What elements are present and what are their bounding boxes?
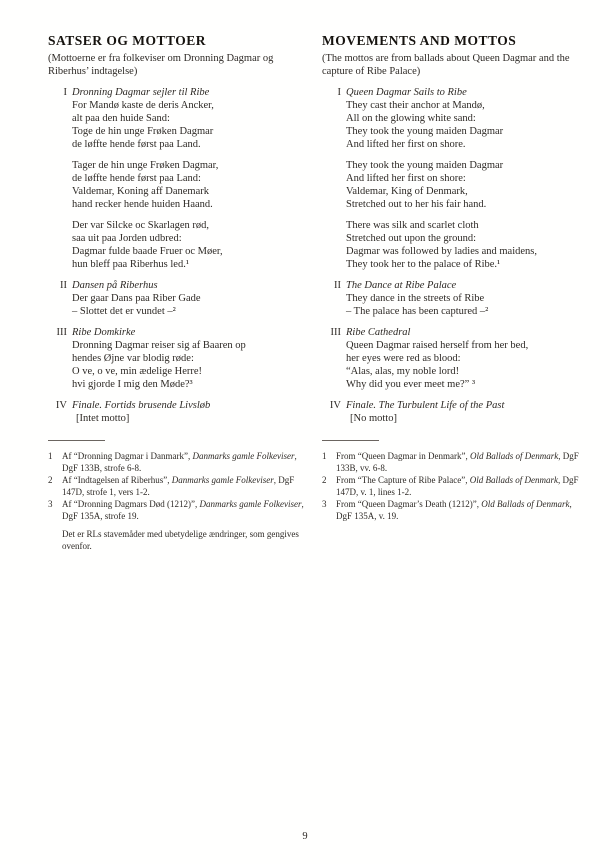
- motto-section: [322, 279, 584, 318]
- section-title: Queen Dagmar Sails to Ribe: [346, 87, 467, 98]
- motto-section: [48, 326, 310, 391]
- section-body: [72, 279, 310, 318]
- footnote-text: From “Queen Dagmar in Denmark”, Old Ballads of Denmark, DgF 133B, vv. 6-8.: [336, 451, 579, 473]
- column-english: [322, 33, 584, 552]
- footnote-number: 1: [322, 451, 327, 461]
- footnote: [48, 498, 310, 522]
- footnote-text: Af “Dronning Dagmar i Danmark”, Danmarks gamle Folkeviser, DgF 133B, strofe 6-8.: [62, 451, 297, 473]
- section-numeral: I: [63, 87, 67, 98]
- motto-note: [Intet motto]: [76, 413, 130, 424]
- section-body: [72, 399, 310, 425]
- motto-section: [322, 86, 584, 271]
- sections-danish: [48, 86, 310, 425]
- footnote-number: 3: [322, 499, 327, 509]
- section-numeral: II: [334, 280, 341, 291]
- stanza: Queen Dagmar raised herself from her bed, her eyes were red as blood: “Alas, alas, my noble lord! Why did you ever meet me?” ³: [346, 340, 529, 390]
- stanza: They cast their anchor at Mandø, All on the glowing white sand: They took the young maiden Dagmar And lifted her first on shore.: [346, 100, 504, 150]
- section-body: [346, 399, 584, 425]
- footnotes-danish: [48, 450, 310, 522]
- section-title: The Dance at Ribe Palace: [346, 280, 457, 291]
- motto-note: [No motto]: [350, 413, 397, 424]
- section-body: [72, 86, 310, 271]
- section-title: Dansen på Riberhus: [72, 280, 158, 291]
- stanza: Tager de hin unge Frøken Dagmar, de løffte hende først paa Land: Valdemar, Koning aff Danemark hand recker hende huiden Haand.: [72, 160, 219, 210]
- section-title: Dronning Dagmar sejler til Ribe: [72, 87, 210, 98]
- stanza: Der var Silcke oc Skarlagen rød, saa uit paa Jorden udbred: Dagmar fulde baade Fruer oc Møer, hun bleff paa Riberhus led.¹: [72, 220, 223, 270]
- footnote-extra-danish: Det er RLs stavemåder med ubetydelige ændringer, som gengives ovenfor.: [62, 529, 299, 551]
- page-number: 9: [302, 831, 308, 842]
- section-body: [346, 86, 584, 271]
- footnote-number: 1: [48, 451, 53, 461]
- footnote-text: Af “Indtagelsen af Riberhus”, Danmarks gamle Folkeviser, DgF 147D, strofe 1, vers 1-2.: [62, 475, 295, 497]
- section-title: Finale. The Turbulent Life of the Past: [346, 400, 505, 411]
- section-title: Finale. Fortids brusende Livsløb: [72, 400, 211, 411]
- motto-section: [322, 326, 584, 391]
- footnote-number: 2: [322, 475, 327, 485]
- footnote: [322, 498, 584, 522]
- footnote: [48, 474, 310, 498]
- stanza: Der gaar Dans paa Riber Gade – Slottet det er vundet –²: [72, 293, 201, 317]
- section-numeral: III: [56, 327, 67, 338]
- page-footer: [0, 831, 610, 842]
- page-title-english: MOVEMENTS AND MOTTOS: [322, 33, 517, 48]
- footnote-divider-danish: [48, 440, 105, 441]
- motto-section: [48, 279, 310, 318]
- stanza: They dance in the streets of Ribe – The palace has been captured –²: [346, 293, 489, 317]
- column-danish: [48, 33, 310, 552]
- footnote: [322, 474, 584, 498]
- stanza: For Mandø kaste de deris Ancker, alt paa den huide Sand: Toge de hin unge Frøken Dagmar de løffte hende først paa Land.: [72, 100, 214, 150]
- sections-english: [322, 86, 584, 425]
- page-title-danish: SATSER OG MOTTOER: [48, 33, 207, 48]
- section-numeral: IV: [329, 400, 341, 411]
- section-numeral: IV: [55, 400, 67, 411]
- subtitle-danish: (Mottoerne er fra folkeviser om Dronning Dagmar og Riberhus’ indtagelse): [48, 53, 274, 77]
- motto-section: [48, 399, 310, 425]
- footnote: [322, 450, 584, 474]
- stanza: They took the young maiden Dagmar And lifted her first on shore: Valdemar, King of Denmark, Stretched out to her his fair hand.: [346, 160, 504, 210]
- footnote-text: Af “Dronning Dagmars Død (1212)”, Danmarks gamle Folkeviser, DgF 135A, strofe 19.: [62, 499, 304, 521]
- section-title: Ribe Domkirke: [72, 327, 136, 338]
- section-title: Ribe Cathedral: [346, 327, 411, 338]
- footnote-text: From “The Capture of Ribe Palace”, Old Ballads of Denmark, DgF 147D, v. 1, lines 1-2.: [336, 475, 579, 497]
- footnote-number: 2: [48, 475, 53, 485]
- section-numeral: III: [330, 327, 341, 338]
- motto-section: [322, 399, 584, 425]
- section-body: [346, 279, 584, 318]
- section-numeral: II: [60, 280, 67, 291]
- motto-section: [48, 86, 310, 271]
- section-body: [346, 326, 584, 391]
- footnote: [48, 450, 310, 474]
- stanza: There was silk and scarlet cloth Stretched out upon the ground: Dagmar was followed by ladies and maidens, They took her to the palace of Ribe.¹: [346, 220, 537, 270]
- section-body: [72, 326, 310, 391]
- footnote-text: From “Queen Dagmar’s Death (1212)”, Old Ballads of Denmark, DgF 135A, v. 19.: [336, 499, 572, 521]
- subtitle-english: (The mottos are from ballads about Queen Dagmar and the capture of Ribe Palace): [322, 53, 570, 77]
- footnote-number: 3: [48, 499, 53, 509]
- stanza: Dronning Dagmar reiser sig af Baaren op hendes Øjne var blodig røde: O ve, o ve, min ædelige Herre! hvi gjorde I mig den Møde?³: [72, 340, 246, 390]
- section-numeral: I: [337, 87, 341, 98]
- footnotes-english: [322, 450, 584, 522]
- footnote-divider-english: [322, 440, 379, 441]
